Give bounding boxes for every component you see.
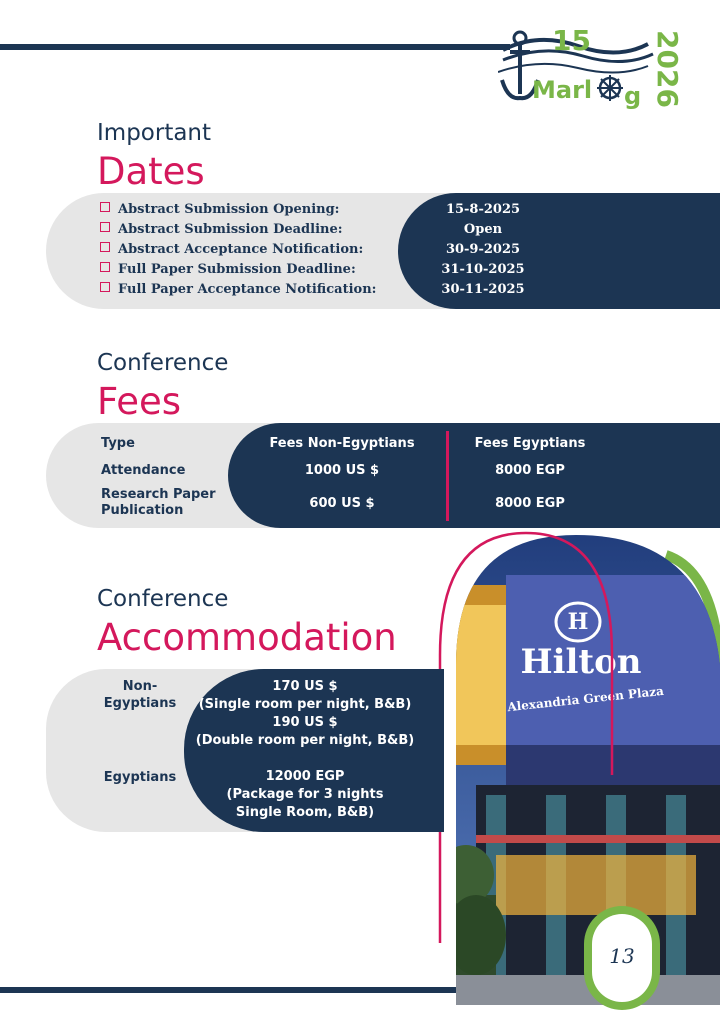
accommodation-egyptians-label: Egyptians [103, 770, 177, 785]
checkbox-icon [100, 222, 110, 232]
date-value: 30-11-2025 [441, 282, 525, 297]
hotel-photo-illustration [436, 515, 720, 1005]
dates-title-big: Dates [97, 150, 205, 193]
fees-title-small: Conference [97, 350, 229, 376]
hotel-sign-location: Alexandria Green Plaza [506, 683, 665, 715]
hotel-sign-name: Hilton [520, 642, 642, 682]
fees-col-type: Type [101, 436, 135, 451]
date-row [100, 280, 376, 300]
date-row [100, 260, 376, 280]
conference-logo [498, 22, 688, 112]
page-number: 13 [609, 944, 635, 968]
fees-title-big: Fees [97, 380, 182, 423]
logo-year: 2026 [651, 30, 684, 108]
checkbox-icon [100, 242, 110, 252]
date-value: Open [463, 222, 503, 237]
date-value: 30-9-2025 [445, 242, 521, 257]
date-value: 31-10-2025 [441, 262, 525, 277]
logo-name-part2: g [624, 82, 642, 110]
fee-egyptian-value: 8000 EGP [495, 496, 565, 511]
checkbox-icon [100, 282, 110, 292]
fees-col-egyptians: Fees Egyptians [474, 436, 586, 451]
rate-line: (Double room per night, B&B) [195, 733, 415, 748]
accommodation-non-egyptians-label: Non-Egyptians [103, 679, 177, 711]
rate-line: 12000 EGP [265, 769, 345, 784]
date-row [100, 200, 376, 220]
rate-line: 190 US $ [272, 715, 338, 730]
rate-line: 170 US $ [272, 679, 338, 694]
top-rule [0, 44, 510, 50]
logo-name-part1: Marl [532, 76, 593, 104]
checkbox-icon [100, 262, 110, 272]
checkbox-icon [100, 202, 110, 212]
date-label: Full Paper Submission Deadline: [118, 262, 356, 277]
accommodation-title-small: Conference [97, 586, 229, 612]
accommodation-title-big: Accommodation [97, 616, 397, 659]
rate-line: (Single room per night, B&B) [198, 697, 412, 712]
date-label: Full Paper Acceptance Notification: [118, 282, 377, 297]
fee-non-egyptian-value: 600 US $ [309, 496, 375, 511]
date-row [100, 240, 376, 260]
fees-divider [446, 431, 449, 521]
accommodation-egyptian-rates [195, 768, 415, 822]
rate-line: Single Room, B&B) [235, 805, 375, 820]
date-value: 15-8-2025 [445, 202, 521, 217]
accommodation-non-egyptian-rates [195, 678, 415, 750]
date-label: Abstract Submission Deadline: [118, 222, 343, 237]
fees-col-non-egyptians: Fees Non-Egyptians [269, 436, 415, 451]
hotel-photo [436, 515, 720, 1005]
svg-text:H: H [567, 609, 589, 635]
dates-title-small: Important [97, 120, 212, 146]
fee-non-egyptian-value: 1000 US $ [304, 463, 380, 478]
dates-value-list [428, 200, 538, 300]
fee-egyptian-value: 8000 EGP [495, 463, 565, 478]
logo-number: 15 [552, 24, 591, 57]
date-row [100, 220, 376, 240]
fee-row-type: Research Paper Publication [101, 487, 216, 518]
date-label: Abstract Submission Opening: [118, 202, 340, 217]
dates-label-list [100, 200, 376, 300]
fee-row-type: Attendance [101, 463, 186, 478]
date-label: Abstract Acceptance Notification: [118, 242, 364, 257]
rate-line: (Package for 3 nights [226, 787, 384, 802]
